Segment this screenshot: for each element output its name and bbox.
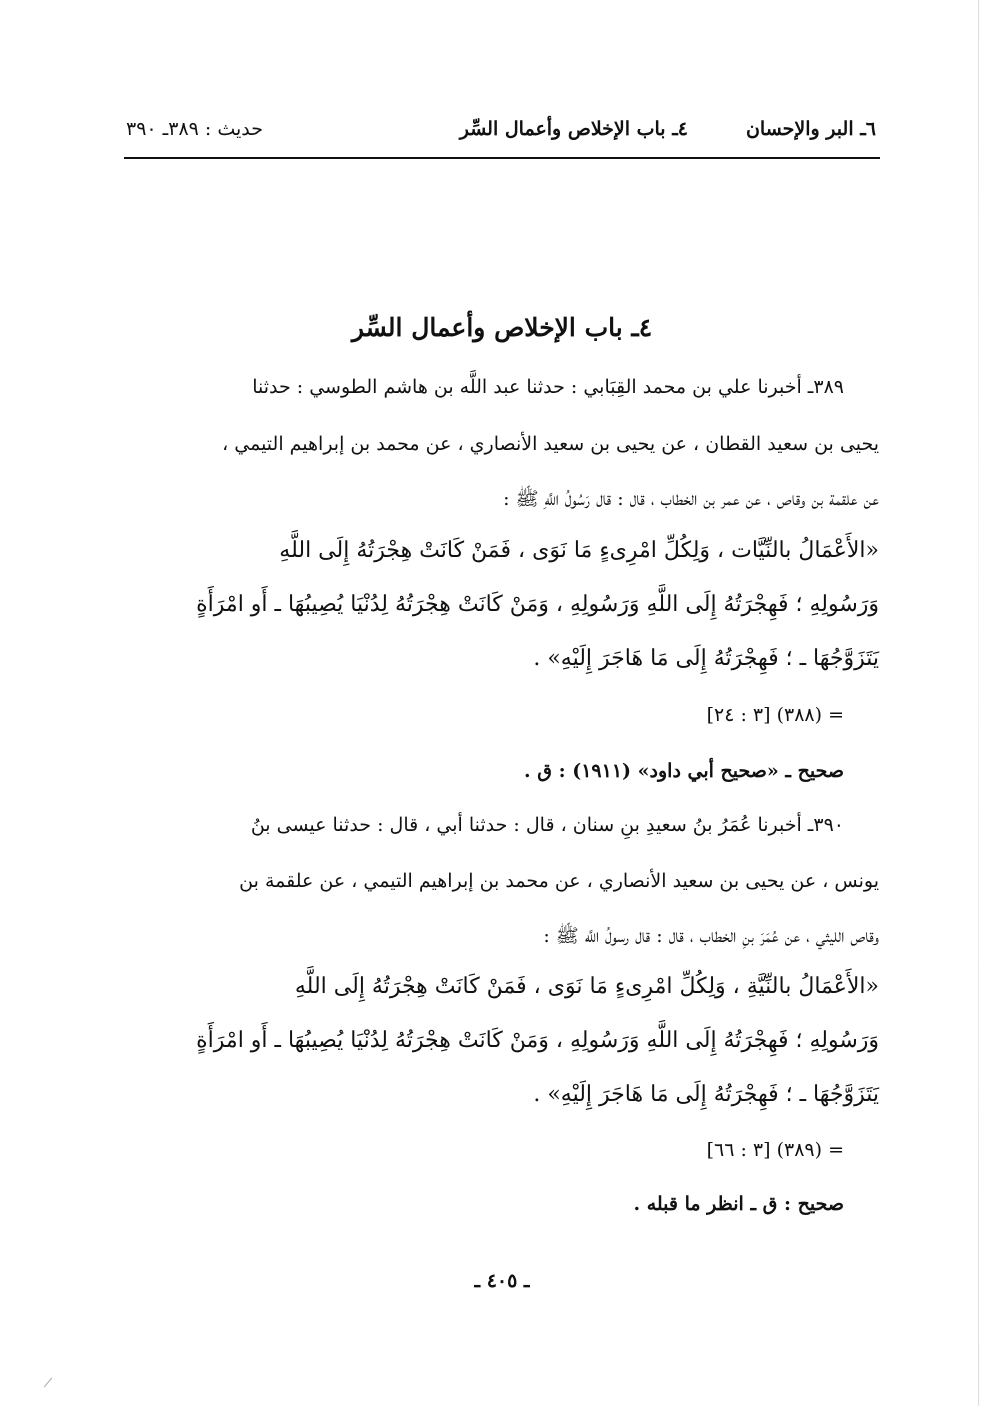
- page-number: ـ ٤٠٥ ـ: [474, 1270, 530, 1292]
- hadith-389-isnad-line-3: عن علقمة بن وقاص ، عن عمر بن الخطاب ، قال : قال رَسُولُ اللَّهِ ﷺ :: [503, 488, 879, 510]
- hadith-389-matn-line-2: وَرَسُولِهِ ؛ فَهِجْرَتُهُ إِلَى اللَّهِ وَرَسُولِهِ ، وَمَنْ كَانَتْ هِجْرَتُهُ لِدُنْيَا يُصِيبُهَا ـ أَو امْرَأَةٍ: [196, 592, 879, 617]
- header-section: ٤ـ باب الإخلاص وأعمال السِّر: [459, 118, 688, 140]
- hadith-389-isnad-line-1: ٣٨٩ـ أخبرنا علي بن محمد القِبَابي : حدثنا عبد اللَّه بن هاشم الطوسي : حدثنا: [252, 376, 844, 398]
- header-rule: [124, 157, 880, 159]
- hadith-389-isnad-line-2: يحيى بن سعيد القطان ، عن يحيى بن سعيد الأنصاري ، عن محمد بن إبراهيم التيمي ،: [222, 433, 879, 455]
- hadith-390-isnad-line-1: ٣٩٠ـ أخبرنا عُمَرُ بنُ سعيدِ بنِ سنان ، قال : حدثنا أبي ، قال : حدثنا عيسى بنُ: [250, 814, 844, 836]
- hadith-389-matn-line-3: يَتَزَوَّجُهَا ـ ؛ فَهِجْرَتُهُ إِلَى مَا هَاجَرَ إِلَيْهِ» .: [533, 646, 879, 671]
- hadith-390-reference: = (٣٨٩) [٣ : ٦٦]: [706, 1139, 844, 1161]
- hadith-390-matn-line-3: يَتَزَوَّجُهَا ـ ؛ فَهِجْرَتُهُ إِلَى مَا هَاجَرَ إِلَيْهِ» .: [533, 1082, 879, 1107]
- hadith-390-matn-line-2: وَرَسُولِهِ ؛ فَهِجْرَتُهُ إِلَى اللَّهِ وَرَسُولِهِ ، وَمَنْ كَانَتْ هِجْرَتُهُ لِدُنْيَا يُصِيبُهَا ـ أَو امْرَأَةٍ: [196, 1028, 879, 1053]
- scan-scratch-mark: [44, 1378, 52, 1388]
- hadith-389-reference: = (٣٨٨) [٣ : ٢٤]: [706, 704, 844, 726]
- running-header: [126, 118, 876, 154]
- hadith-390-isnad-line-3: وقاص الليثي ، عن عُمَرَ بنِ الخطاب ، قال : قال رسولُ اللَّه ﷺ :: [543, 925, 879, 947]
- hadith-389-matn-line-1: «الأَعْمَالُ بالنِّيَّات ، وَلِكُلِّ امْرِىءٍ مَا نَوَى ، فَمَنْ كَانَتْ هِجْرَتُهُ إِلَى اللَّهِ: [279, 538, 879, 563]
- hadith-389-grading: صحيح ـ «صحيح أبي داود» (١٩١١) : ق .: [524, 760, 844, 782]
- header-hadith-range: حديث : ٣٨٩ـ ٣٩٠: [126, 118, 264, 140]
- scan-edge-line: [978, 0, 979, 1406]
- hadith-390-matn-line-1: «الأَعْمَالُ بالنِّيَّةِ ، وَلِكُلِّ امْرِىءٍ مَا نَوَى ، فَمَنْ كَانَتْ هِجْرَتُهُ إِلَى اللَّهِ: [294, 974, 879, 999]
- chapter-title: ٤ـ باب الإخلاص وأعمال السِّر: [351, 313, 653, 342]
- hadith-390-grading: صحيح : ق ـ انظر ما قبله .: [633, 1193, 844, 1215]
- hadith-390-isnad-line-2: يونس ، عن يحيى بن سعيد الأنصاري ، عن محمد بن إبراهيم التيمي ، عن علقمة بن: [239, 870, 879, 892]
- header-chapter: ٦ـ البر والإحسان: [745, 118, 876, 140]
